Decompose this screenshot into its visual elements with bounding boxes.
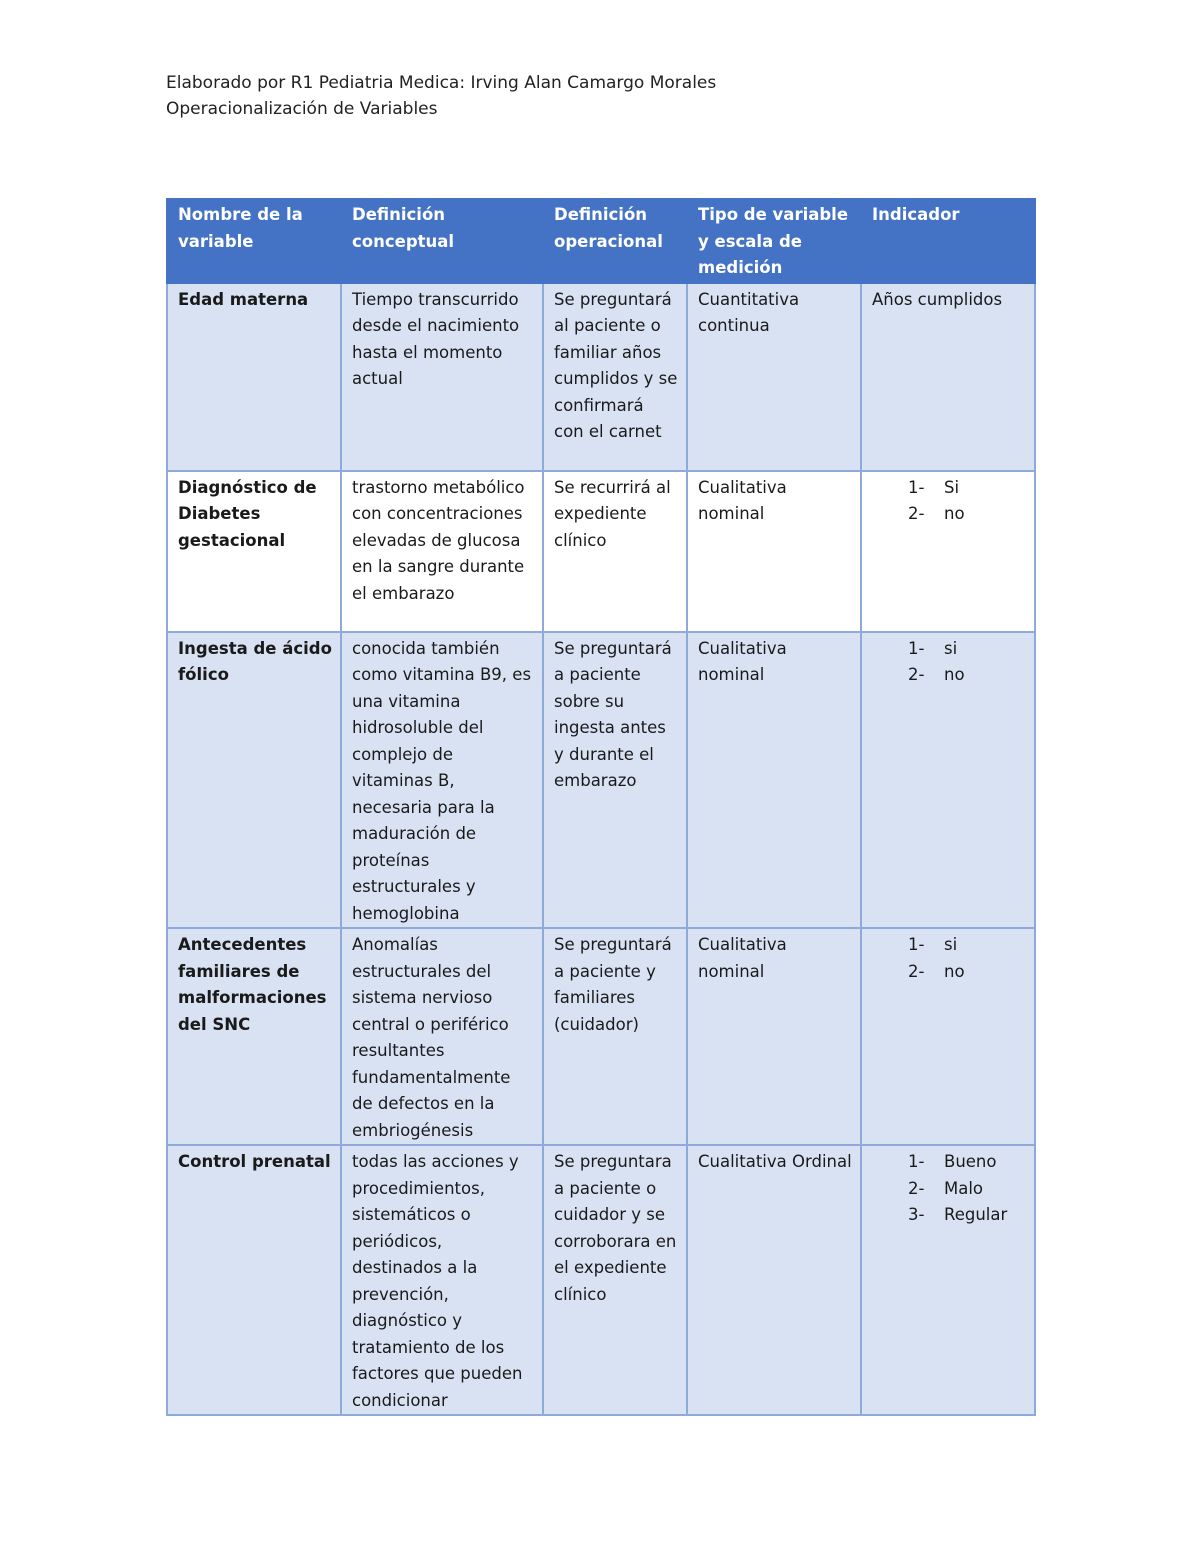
indicator-label: si xyxy=(944,638,958,658)
table-row xyxy=(167,1145,1035,1415)
indicator-number: 2- xyxy=(908,504,925,523)
indicator-item xyxy=(872,501,1026,528)
table-row xyxy=(167,283,1035,471)
operational-definition: Se recurrirá al expediente clínico xyxy=(543,471,687,632)
conceptual-definition: trastorno metabólico con concentraciones elevadas de glucosa en la sangre durante el embarazo xyxy=(341,471,543,632)
indicator-item xyxy=(872,636,1026,663)
variables-table xyxy=(166,198,1036,1416)
column-header-name: Nombre de la variable xyxy=(167,199,341,283)
column-header-indicator: Indicador xyxy=(861,199,1035,283)
variable-type: Cualitativa nominal xyxy=(687,632,861,929)
conceptual-definition: todas las acciones y procedimientos, sistemáticos o periódicos, destinados a la prevención, diagnóstico y tratamiento de los factores que pueden condicionar xyxy=(341,1145,543,1415)
indicator-item xyxy=(872,959,1026,986)
indicator-label: no xyxy=(944,961,965,981)
indicator-item xyxy=(872,1176,1026,1203)
indicator-label: Bueno xyxy=(944,1152,997,1171)
table-header-row xyxy=(167,199,1035,283)
indicator xyxy=(861,471,1035,632)
table-row xyxy=(167,632,1035,929)
indicator-number: 1- xyxy=(908,1152,925,1171)
variable-name: Edad materna xyxy=(167,283,341,471)
indicator-item xyxy=(872,662,1026,689)
table-row xyxy=(167,471,1035,632)
indicator-item xyxy=(872,1149,1026,1176)
indicator-number: 3- xyxy=(908,1205,925,1224)
column-header-type: Tipo de variable y escala de medición xyxy=(687,199,861,283)
indicator-label: no xyxy=(944,665,965,684)
indicator-list xyxy=(872,636,1026,689)
indicator-number: 1- xyxy=(908,638,925,658)
indicator-number: 2- xyxy=(908,961,925,981)
variable-type: Cualitativa nominal xyxy=(687,928,861,1145)
indicator: Años cumplidos xyxy=(861,283,1035,471)
indicator-item xyxy=(872,932,1026,959)
variable-type: Cuantitativa continua xyxy=(687,283,861,471)
indicator-number: 1- xyxy=(908,477,925,497)
indicator-item xyxy=(872,475,1026,502)
variable-name: Control prenatal xyxy=(167,1145,341,1415)
variable-type: Cualitativa Ordinal xyxy=(687,1145,861,1415)
variable-name: Ingesta de ácido fólico xyxy=(167,632,341,929)
operational-definition: Se preguntará a paciente sobre su ingesta antes y durante el embarazo xyxy=(543,632,687,929)
indicator xyxy=(861,632,1035,929)
indicator xyxy=(861,1145,1035,1415)
variable-type: Cualitativa nominal xyxy=(687,471,861,632)
table-row xyxy=(167,928,1035,1145)
conceptual-definition: conocida también como vitamina B9, es una vitamina hidrosoluble del complejo de vitaminas B, necesaria para la maduración de proteínas estructurales y hemoglobina xyxy=(341,632,543,929)
operational-definition: Se preguntará al paciente o familiar años cumplidos y se confirmará con el carnet xyxy=(543,283,687,471)
indicator-label: si xyxy=(944,935,958,954)
indicator-number: 2- xyxy=(908,665,925,684)
conceptual-definition: Tiempo transcurrido desde el nacimiento hasta el momento actual xyxy=(341,283,543,471)
operational-definition: Se preguntará a paciente y familiares (cuidador) xyxy=(543,928,687,1145)
indicator-label: Regular xyxy=(944,1205,1008,1224)
indicator xyxy=(861,928,1035,1145)
indicator-label: Malo xyxy=(944,1178,984,1198)
document-title: Operacionalización de Variables xyxy=(166,99,438,119)
indicator-item xyxy=(872,1202,1026,1229)
indicator-list xyxy=(872,932,1026,985)
conceptual-definition: Anomalías estructurales del sistema nervioso central o periférico resultantes fundamentalmente de defectos en la embriogénesis xyxy=(341,928,543,1145)
variable-name: Diagnóstico de Diabetes gestacional xyxy=(167,471,341,632)
indicator-number: 1- xyxy=(908,935,925,954)
indicator-list xyxy=(872,475,1026,528)
variable-name: Antecedentes familiares de malformaciones del SNC xyxy=(167,928,341,1145)
column-header-conceptual: Definición conceptual xyxy=(341,199,543,283)
document-header xyxy=(166,70,716,122)
author-line: Elaborado por R1 Pediatria Medica: Irving Alan Camargo Morales xyxy=(166,73,717,93)
indicator-list xyxy=(872,1149,1026,1229)
column-header-operational: Definición operacional xyxy=(543,199,687,283)
indicator-number: 2- xyxy=(908,1178,925,1198)
operational-definition: Se preguntara a paciente o cuidador y se corroborara en el expediente clínico xyxy=(543,1145,687,1415)
indicator-label: no xyxy=(944,504,965,523)
indicator-label: Si xyxy=(944,477,960,497)
